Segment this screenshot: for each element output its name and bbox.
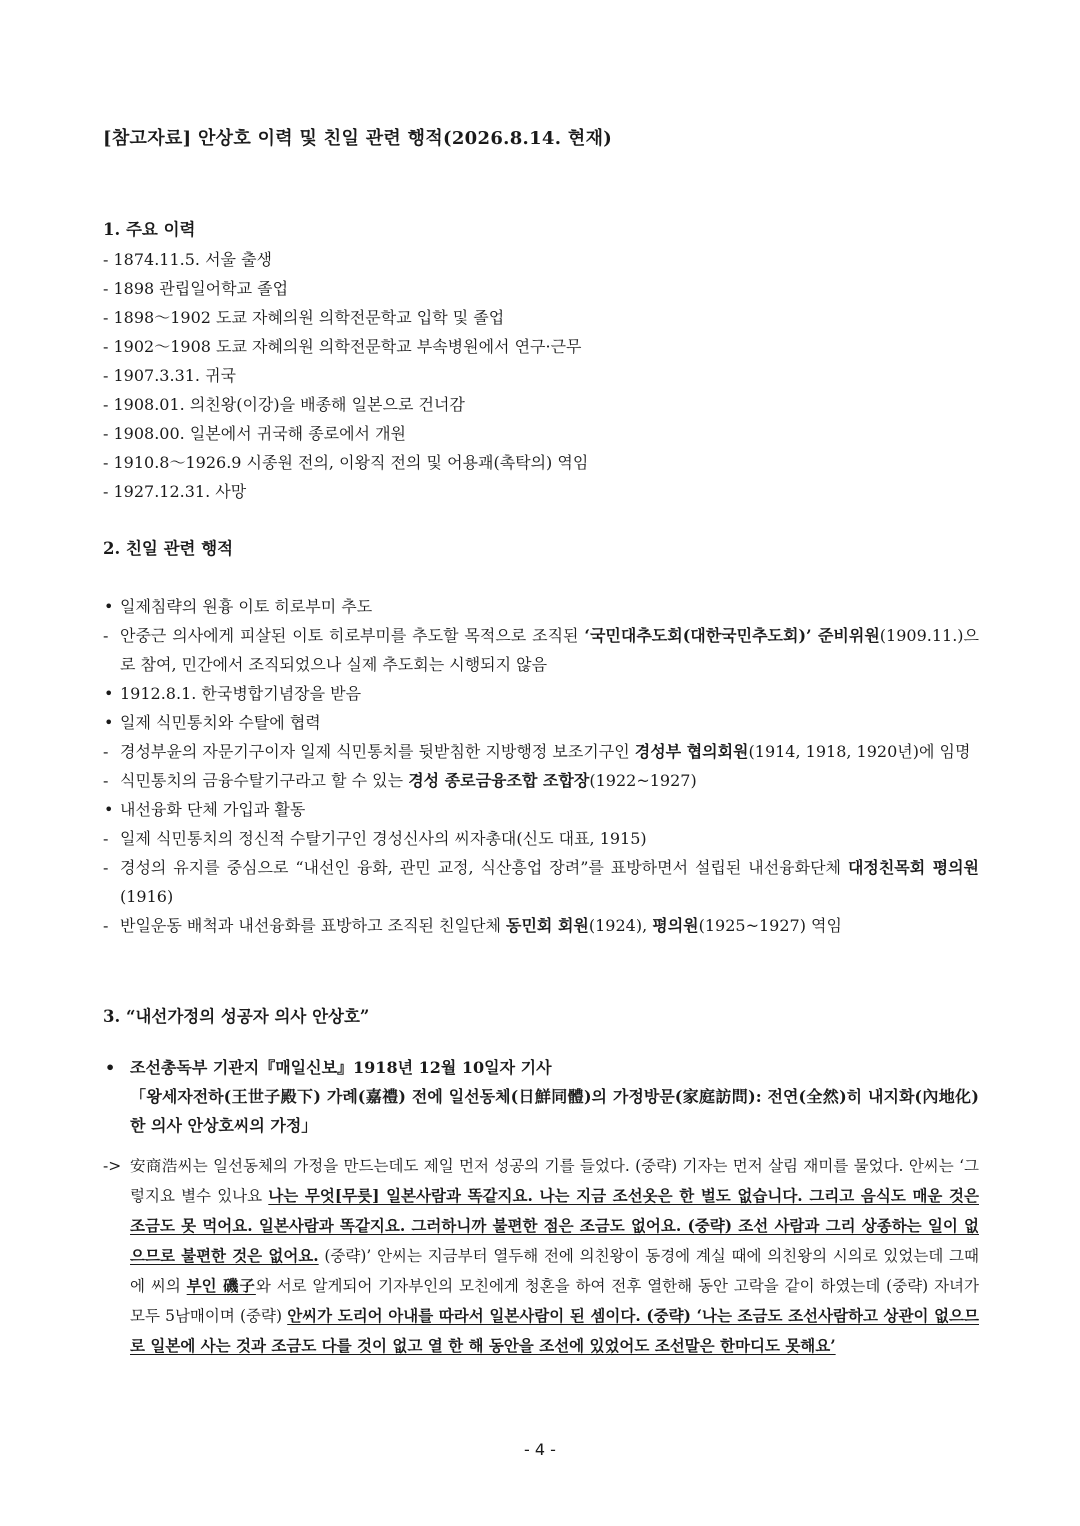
history-item: - 1927.12.31. 사망	[103, 482, 247, 501]
detail-text: 경성의 유지를 중심으로 “내선인 융화, 관민 교정, 식산흥업 장려”를 표방하면서 설립된 내선융화단체	[120, 858, 848, 877]
acts-detail	[103, 766, 979, 795]
history-item: - 1908.00. 일본에서 귀국해 종로에서 개원	[103, 424, 407, 443]
acts-detail	[103, 853, 979, 911]
article-source	[103, 1053, 979, 1140]
bullet-marker: •	[104, 800, 114, 819]
section-2-heading: 2. 친일 관련 행적	[103, 539, 234, 558]
bullet-marker: •	[104, 713, 114, 732]
dash-marker: -	[103, 626, 109, 645]
acts-bullet	[103, 679, 979, 708]
acts-bullet-text: 일제 식민통치와 수탈에 협력	[120, 713, 321, 732]
history-item: - 1907.3.31. 귀국	[103, 366, 237, 385]
detail-emphasis: 동민회 회원	[506, 916, 589, 935]
article-quote	[103, 1152, 979, 1361]
history-item: - 1874.11.5. 서울 출생	[103, 250, 273, 269]
bullet-marker: •	[104, 597, 114, 616]
history-item: - 1910.8～1926.9 시종원 전의, 이왕직 전의 및 어용괘(촉탁의) 역임	[103, 453, 589, 472]
quote-emphasis: 부인 磯子	[186, 1276, 256, 1295]
detail-text: 경성부윤의 자문기구이자 일제 식민통치를 뒷받침한 지방행정 보조기구인	[120, 742, 635, 761]
acts-bullet	[103, 592, 979, 621]
detail-emphasis: 경성부 협의회원	[634, 742, 749, 761]
newspaper-article-block	[103, 1053, 979, 1361]
quote-text: 와 서로 알게되어 기자부인의 모친에게 청혼을 하여 전후 열한해 동안 고락을 같이 하였는데 (중략) 자녀가 모두 5남매이며 (중략)	[130, 1277, 980, 1325]
detail-text: (1914, 1918, 1920년)에 임명	[748, 742, 971, 761]
history-item: - 1902～1908 도쿄 자혜의원 의학전문학교 부속병원에서 연구·근무	[103, 337, 582, 356]
acts-bullet	[103, 708, 979, 737]
detail-text: (1916)	[120, 887, 174, 906]
article-source-text: 조선총독부 기관지『매일신보』1918년 12월 10일자 기사	[130, 1058, 552, 1077]
acts-bullet-text: 1912.8.1. 한국병합기념장을 받음	[120, 684, 362, 703]
collaboration-acts-list	[103, 592, 979, 940]
dash-marker: -	[103, 829, 109, 848]
page-number: - 4 -	[524, 1440, 556, 1459]
bullet-marker: •	[104, 684, 114, 703]
dash-marker: -	[103, 771, 109, 790]
quote-emphasis: 나는 무엇[무릇] 일본사람과 똑같지요. 나는 지금 조선옷은 한 벌도 없습니다. 그리고 음식도 매운 것은 조금도 못 먹어요. 일본사람과 똑같지요. 그러하니까 불편한 점은 조금도 없어요. (중략) 조선 사람과 그리 상종하는 일이 없으므로 불편한 것은 없어요.	[130, 1186, 979, 1265]
quote-text: 安商浩씨는 일선동체의 가정을 만드는데도 제일 먼저 성공의 기를 들었다. (중략) 기자는 먼저 살림 재미를 물었다. 안씨는 ‘그렇지요 별수 있나요	[130, 1157, 979, 1205]
detail-text: 반일운동 배척과 내선융화를 표방하고 조직된 친일단체	[120, 916, 507, 935]
acts-detail	[103, 911, 979, 940]
dash-marker: -	[103, 858, 109, 877]
detail-text: 안중근 의사에게 피살된 이토 히로부미를 추도할 목적으로 조직된	[120, 626, 585, 645]
arrow-marker: ->	[103, 1157, 122, 1175]
career-history-list	[103, 245, 983, 506]
section-3-heading: 3. “내선가정의 성공자 의사 안상호”	[103, 1007, 370, 1026]
detail-text: (1922~1927)	[589, 771, 697, 790]
detail-emphasis: 경성 종로금융조합 조합장	[408, 771, 590, 790]
detail-text: 식민통치의 금융수탈기구라고 할 수 있는	[120, 771, 409, 790]
detail-emphasis: 대정친목회 평의원	[847, 858, 979, 877]
acts-bullet	[103, 795, 979, 824]
detail-text: 일제 식민통치의 정신적 수탈기구인 경성신사의 씨자총대(신도 대표, 1915)	[120, 829, 647, 848]
dash-marker: -	[103, 742, 109, 761]
acts-bullet-text: 일제침략의 원흉 이토 히로부미 추도	[120, 597, 373, 616]
history-item: - 1908.01. 의친왕(이강)을 배종해 일본으로 건너감	[103, 395, 465, 414]
acts-detail	[103, 824, 979, 853]
quote-emphasis: 안씨가 도리어 아내를 따라서 일본사람이 된 셈이다. (중략) ‘나는 조금도 조선사람하고 상관이 없으므로 일본에 사는 것과 조금도 다를 것이 없고 열 한 해 동안을 조선에 있었어도 조선말은 한마디도 못해요’	[130, 1306, 979, 1355]
dash-marker: -	[103, 916, 109, 935]
detail-text: (1909.11.)으로 참여, 민간에서 조직되었으나 실제 추도회는 시행되지 않음	[120, 626, 979, 674]
history-item: - 1898 관립일어학교 졸업	[103, 279, 289, 298]
history-item: - 1898～1902 도쿄 자혜의원 의학전문학교 입학 및 졸업	[103, 308, 505, 327]
acts-detail	[103, 621, 979, 679]
acts-detail	[103, 737, 979, 766]
detail-emphasis: ‘국민대추도회(대한국민추도회)’ 준비위원	[584, 626, 880, 645]
detail-text: (1924),	[588, 916, 653, 935]
detail-text: (1925~1927) 역임	[698, 916, 842, 935]
bullet-marker: •	[105, 1058, 116, 1077]
detail-emphasis: 평의원	[652, 916, 699, 935]
quote-text: (중략)’ 안씨는 지금부터 열두해 전에 의친왕이 동경에 계실 때에 의친왕의 시의로 있었는데 그때에 씨의	[130, 1247, 979, 1295]
article-headline: 「왕세자전하(王世子殿下) 가례(嘉禮) 전에 일선동체(日鮮同體)의 가정방문(家庭訪問): 전연(全然)히 내지화(內地化)한 의사 안상호씨의 가정」	[130, 1087, 979, 1135]
document-title: [참고자료] 안상호 이력 및 친일 관련 행적(2026.8.14. 현재)	[103, 128, 613, 149]
acts-bullet-text: 내선융화 단체 가입과 활동	[120, 800, 306, 819]
section-1-heading: 1. 주요 이력	[103, 220, 196, 239]
